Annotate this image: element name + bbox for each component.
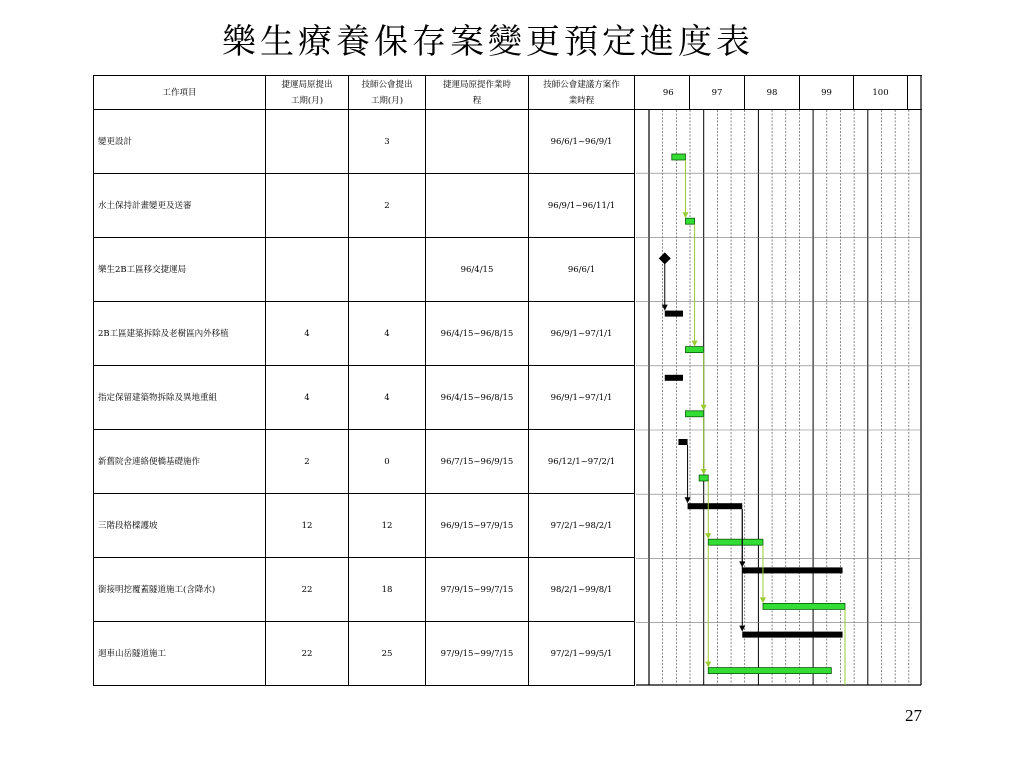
eng-schedule-cell: 96/9/1~96/11/1 [529,174,635,238]
eng-schedule-cell: 96/9/1~97/1/1 [529,302,635,366]
mrt-schedule-cell: 97/9/15~99/7/15 [426,558,529,622]
table-row [94,110,922,174]
eng-months-cell: 0 [349,430,426,494]
header-year-97: 97 [690,76,745,110]
page-number: 27 [905,706,922,725]
gantt-area-cell [635,110,922,174]
mrt-schedule-cell: 97/9/15~99/7/15 [426,622,529,686]
mrt-schedule-cell [426,110,529,174]
table-row [94,622,922,686]
mrt-schedule-cell: 96/4/15~96/8/15 [426,302,529,366]
header-eng-months: 技師公會提出 工期(月) [349,76,426,110]
eng-schedule-cell: 96/9/1~97/1/1 [529,366,635,430]
gantt-area-cell [635,238,922,302]
eng-schedule-cell: 96/12/1~97/2/1 [529,430,635,494]
eng-schedule-cell: 97/2/1~99/5/1 [529,622,635,686]
work-item-cell: 銜接明挖覆蓋隧道施工(含降水) [94,558,266,622]
table-row [94,494,922,558]
eng-schedule-cell: 96/6/1 [529,238,635,302]
mrt-months-cell: 2 [266,430,349,494]
work-item-cell: 三階段格樑護坡 [94,494,266,558]
eng-schedule-cell: 98/2/1~99/8/1 [529,558,635,622]
eng-months-cell [349,238,426,302]
eng-schedule-cell: 97/2/1~98/2/1 [529,494,635,558]
eng-months-cell: 25 [349,622,426,686]
gantt-area-cell [635,558,922,622]
gantt-area-cell [635,430,922,494]
mrt-schedule-cell: 96/7/15~96/9/15 [426,430,529,494]
header-mrt-months: 捷運局原提出 工期(月) [266,76,349,110]
gantt-area-cell [635,622,922,686]
header-year-99: 99 [800,76,854,110]
table-row [94,174,922,238]
table-row [94,366,922,430]
work-item-cell: 迴車山岳隧道施工 [94,622,266,686]
slide-title: 樂生療養保存案變更預定進度表 [222,22,754,62]
mrt-months-cell: 4 [266,302,349,366]
eng-months-cell: 4 [349,302,426,366]
header-tail [908,76,922,110]
mrt-months-cell [266,238,349,302]
header-eng-schedule: 技師公會建議方案作 業時程 [529,76,635,110]
mrt-months-cell: 22 [266,622,349,686]
table-row [94,302,922,366]
mrt-months-cell [266,174,349,238]
mrt-months-cell: 22 [266,558,349,622]
eng-months-cell: 2 [349,174,426,238]
gantt-area-cell [635,302,922,366]
header-year-98: 98 [745,76,800,110]
gantt-area-cell [635,366,922,430]
eng-months-cell: 4 [349,366,426,430]
eng-months-cell: 18 [349,558,426,622]
mrt-schedule-cell: 96/4/15 [426,238,529,302]
work-item-cell: 指定保留建築物拆除及異地重組 [94,366,266,430]
eng-months-cell: 3 [349,110,426,174]
eng-months-cell: 12 [349,494,426,558]
eng-schedule-cell: 96/6/1~96/9/1 [529,110,635,174]
mrt-schedule-cell [426,174,529,238]
gantt-area-cell [635,174,922,238]
mrt-schedule-cell: 96/9/15~97/9/15 [426,494,529,558]
table-row [94,430,922,494]
work-item-cell: 2B工區建築拆除及老樹區內外移植 [94,302,266,366]
work-item-cell: 水土保持計畫變更及送審 [94,174,266,238]
mrt-schedule-cell: 96/4/15~96/8/15 [426,366,529,430]
mrt-months-cell: 4 [266,366,349,430]
work-item-cell: 新舊院舍連絡便橋基礎施作 [94,430,266,494]
header-gap [635,76,648,110]
gantt-area-cell [635,494,922,558]
schedule-table [93,75,922,686]
work-item-cell: 樂生2B工區移交捷運局 [94,238,266,302]
table-row [94,558,922,622]
work-item-cell: 變更設計 [94,110,266,174]
mrt-months-cell [266,110,349,174]
mrt-months-cell: 12 [266,494,349,558]
table-row [94,238,922,302]
header-work-item: 工作項目 [94,76,266,110]
header-year-100: 100 [854,76,908,110]
header-year-96: 96 [648,76,690,110]
header-mrt-schedule: 捷運局原提作業時 程 [426,76,529,110]
table-header-row [94,76,922,110]
